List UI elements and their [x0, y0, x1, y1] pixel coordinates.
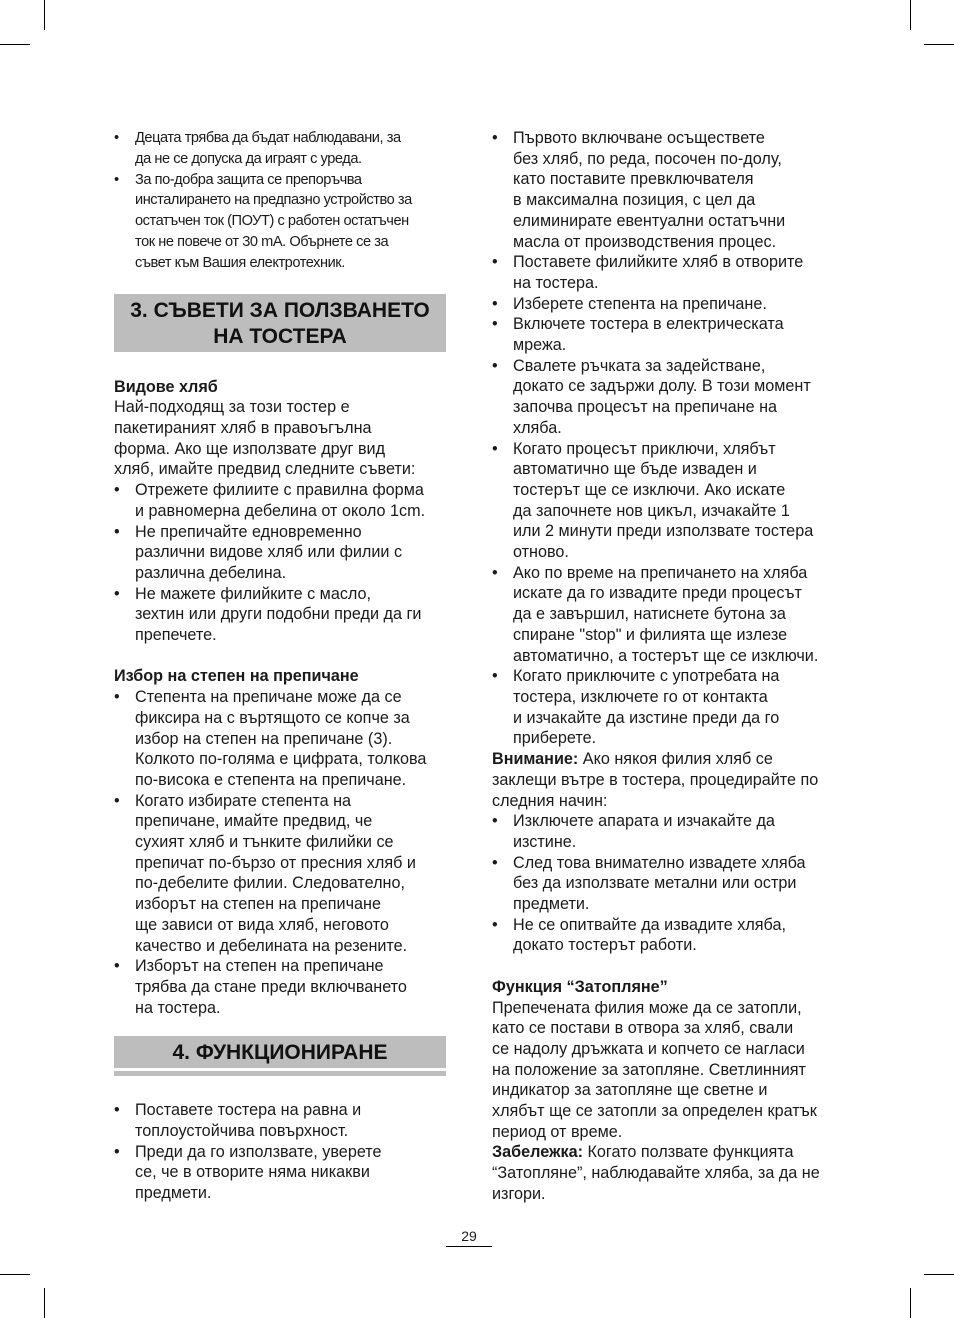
reheat-paragraph: Препечената филия може да се затопли, като се постави в отвора за хляб, свали се надолу дръжката и копчето се нагласи на положение за затопляне. Светлинният индикатор за затопляне ще светне и хлябът ще се затопли за определен кратък период от време. [492, 998, 817, 1141]
note-text: Когато ползвате функцията “Затопляне”, наблюдавайте хляба, за да не изгори. [492, 1143, 820, 1203]
reheat-subheading: Функция “Затопляне” [492, 977, 668, 996]
list-item: • Ако по време на препичането на хляба искате да го извадите преди процесът да е завършил, натиснете бутона за спиране "stop" и филията ще излезе автоматично, а тостерът ще се изключи. [492, 563, 842, 667]
intro-bullet-list [114, 128, 446, 274]
list-item: • Отрежете филиите с правилна форма и равномерна дебелина от около 1cm. [114, 480, 446, 521]
bread-types-paragraph: Най-подходящ за този тостер е пакетираният хляб в правоъгълна форма. Ако ще използвате друг вид хляб, имайте предвид следните съвети: [114, 398, 416, 479]
warning-list [492, 811, 842, 956]
list-item: • Изключете апарата и изчакайте да изстине. [492, 811, 842, 852]
list-item: • След това внимателно извадете хляба без да използвате метални или остри предмети. [492, 853, 842, 915]
section-3-heading: 3. СЪВЕТИ ЗА ПОЛЗВАНЕТО НА ТОСТЕРА [114, 294, 446, 352]
crop-mark [0, 1274, 30, 1275]
crop-mark [44, 1288, 45, 1318]
operation-list-continued [492, 128, 842, 749]
bread-types-subheading: Видове хляб [114, 377, 218, 396]
list-item: • Когато избирате степента на препичане, имайте предвид, че сухият хляб и тънките филийки се препичат по-бързо от пресния хляб и по-дебелите филии. Следователно, изборът на степен на препичане ще зависи от вида хляб, неговото качество и дебелината на резените. [114, 791, 446, 957]
warning-label: Внимание: [492, 750, 579, 769]
operation-list-start [114, 1100, 446, 1204]
crop-mark [924, 1274, 954, 1275]
list-item: • За по-добра защита се препоръчва инсталирането на предпазно устройство за остатъчен ток (ПОУТ) с работен остатъчен ток не повече от 30 mA. Обърнете се за съвет към Вашия електротехник. [114, 170, 446, 274]
list-item: • Изборът на степен на препичане трябва да стане преди включването на тостера. [114, 956, 446, 1018]
list-item: • Степента на препичане може да се фиксира на с въртящото се копче за избор на степен на препичане (3). Колкото по-голяма е цифрата, толкова по-висока е степента на препичане. [114, 687, 446, 791]
list-item: • Не препичайте едновременно различни видове хляб или филии с различна дебелина. [114, 522, 446, 584]
list-item: • Когато приключите с употребата на тостера, изключете го от контакта и изчакайте да изстине преди да го приберете. [492, 666, 842, 749]
list-item: • Преди да го използвате, уверете се, че в отворите няма никакви предмети. [114, 1142, 446, 1204]
list-item: • Когато процесът приключи, хлябът автоматично ще бъде изваден и тостерът ще се изключи. Ако искате да започнете нов цикъл, изчакайте 1 или 2 минути преди използвате тостера отново. [492, 439, 842, 563]
list-item: • Поставете тостера на равна и топлоустойчива повърхност. [114, 1100, 446, 1141]
list-item: • Децата трябва да бъдат наблюдавани, за да не се допуска да играят с уреда. [114, 128, 446, 170]
crop-mark [0, 44, 30, 45]
note-paragraph [492, 1142, 842, 1204]
note-label: Забележка: [492, 1143, 583, 1162]
list-item: • Изберете степента на препичане. [492, 294, 842, 315]
warning-paragraph [492, 749, 842, 811]
list-item: • Не мажете филийките с масло, зехтин или други подобни преди да ги препечете. [114, 584, 446, 646]
left-column [114, 128, 446, 1204]
bread-tips-list [114, 480, 446, 646]
warning-text: Ако някоя филия хляб се заклещи вътре в тостера, процедирайте по следния начин: [492, 750, 819, 810]
page-number: 29 [446, 1227, 492, 1247]
crop-mark [44, 0, 45, 30]
toast-level-list [114, 687, 446, 1018]
right-column [492, 128, 842, 1205]
crop-mark [910, 1288, 911, 1318]
list-item: • Включете тостера в електрическата мрежа. [492, 314, 842, 355]
section-4-heading: 4. ФУНКЦИОНИРАНЕ [114, 1036, 446, 1068]
toast-level-subheading: Избор на степен на препичане [114, 667, 359, 686]
crop-mark [910, 0, 911, 30]
list-item: • Не се опитвайте да извадите хляба, докато тостерът работи. [492, 915, 842, 956]
list-item: • Първото включване осъществете без хляб, по реда, посочен по-долу, като поставите превключвателя в максимална позиция, с цел да елиминирате евентуални остатъчни масла от производствения процес. [492, 128, 842, 252]
list-item: • Свалете ръчката за задействане, докато се задържи долу. В този момент започва процесът на препичане на хляба. [492, 356, 842, 439]
list-item: • Поставете филийките хляб в отворите на тостера. [492, 252, 842, 293]
crop-mark [924, 44, 954, 45]
